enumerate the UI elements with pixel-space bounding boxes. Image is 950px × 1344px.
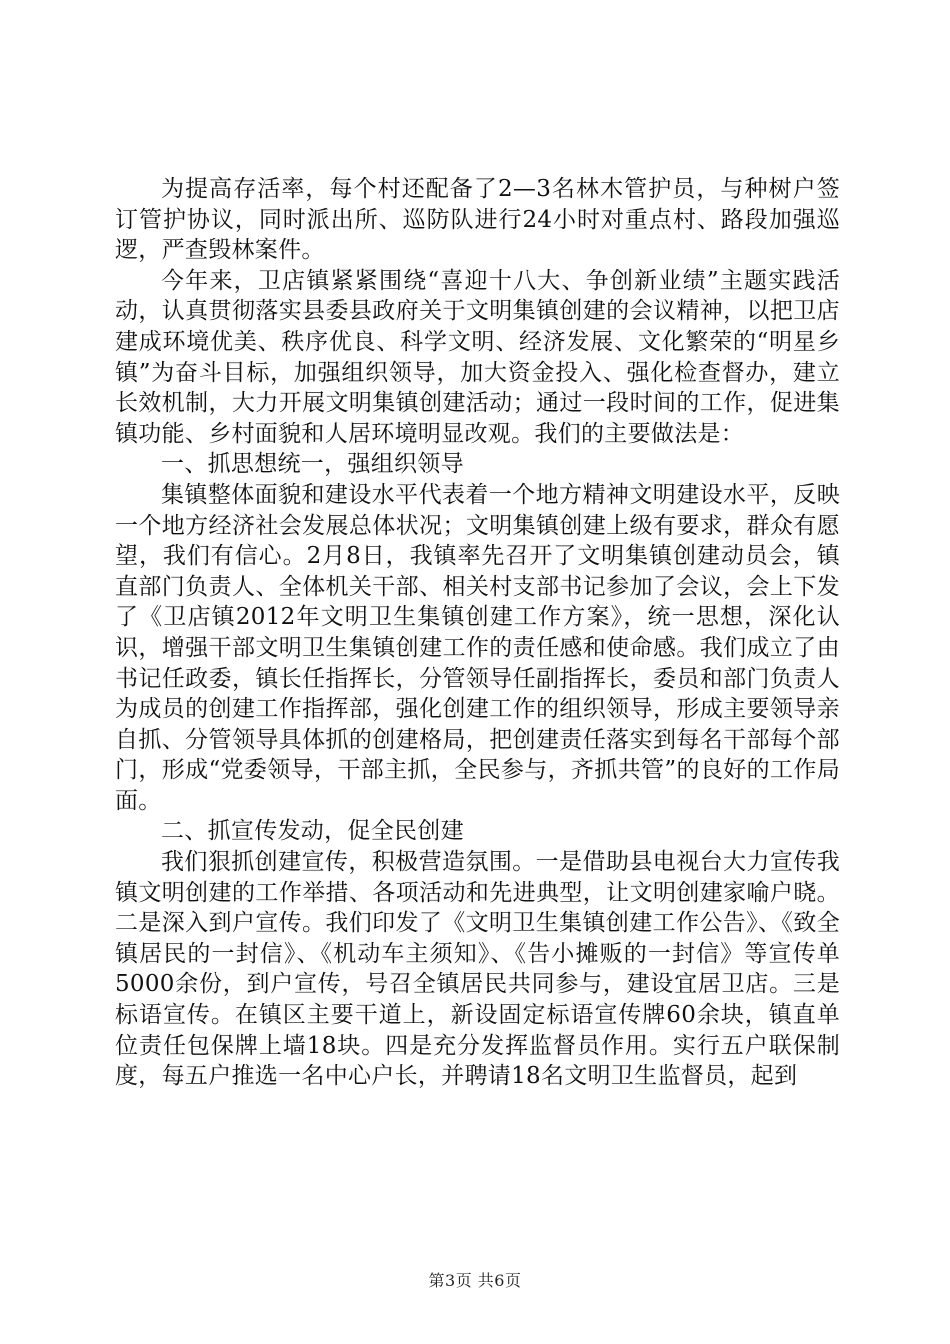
paragraph: 我们狠抓创建宣传，积极营造氛围。一是借助县电视台大力宣传我镇文明创建的工作举措、各项活动和先进典型，让文明创建家喻户晓。二是深入到户宣传。我们印发了《文明卫生集镇创建工作公告》、《致全镇居民的一封信》、《机动车主须知》、《告小摊贩的一封信》等宣传单5000余份，到户宣传，号召全镇居民共同参与，建设宜居卫店。三是标语宣传。在镇区主要干道上，新设固定标语宣传牌60余块，镇直单位责任包保牌上墙18块。四是充分发挥监督员作用。实行五户联保制度，每五户推选一名中心户长，并聘请18名文明卫生监督员，起到 (115, 849, 840, 1090)
paragraph: 集镇整体面貌和建设水平代表着一个地方精神文明建设水平，反映一个地方经济社会发展总体状况；文明集镇创建上级有要求，群众有愿望，我们有信心。2月8日，我镇率先召开了文明集镇创建动员会，镇直部门负责人、全体机关干部、相关村支部书记参加了会议，会上下发了《卫店镇2012年文明卫生集镇创建工作方案》，统一思想，深化认识，增强干部文明卫生集镇创建工作的责任感和使命感。我们成立了由书记任政委，镇长任指挥长，分管领导任副指挥长，委员和部门负责人为成员的创建工作指挥部，强化创建工作的组织领导，形成主要领导亲自抓、分管领导具体抓的创建格局，把创建责任落实到每名干部每个部门，形成“党委领导，干部主抓，全民参与，齐抓共管”的良好的工作局面。 (115, 481, 840, 814)
document-body (115, 174, 840, 1092)
paragraph: 今年来，卫店镇紧紧围绕“喜迎十八大、争创新业绩”主题实践活动，认真贯彻落实县委县政府关于文明集镇创建的会议精神，以把卫店建成环境优美、秩序优良、科学文明、经济发展、文化繁荣的“明星乡镇”为奋斗目标，加强组织领导，加大资金投入、强化检查督办，建立长效机制，大力开展文明集镇创建活动；通过一段时间的工作，促进集镇功能、乡村面貌和人居环境明显改观。我们的主要做法是： (115, 267, 840, 447)
paragraph: 为提高存活率，每个村还配备了2—3名林木管护员，与种树户签订管护协议，同时派出所、巡防队进行24小时对重点村、路段加强巡逻，严查毁林案件。 (115, 176, 840, 264)
section-heading: 一、抓思想统一，强组织领导 (161, 451, 464, 478)
section-heading: 二、抓宣传发动，促全民创建 (161, 818, 464, 845)
page-number-footer: 第3页 共6页 (428, 1271, 522, 1290)
